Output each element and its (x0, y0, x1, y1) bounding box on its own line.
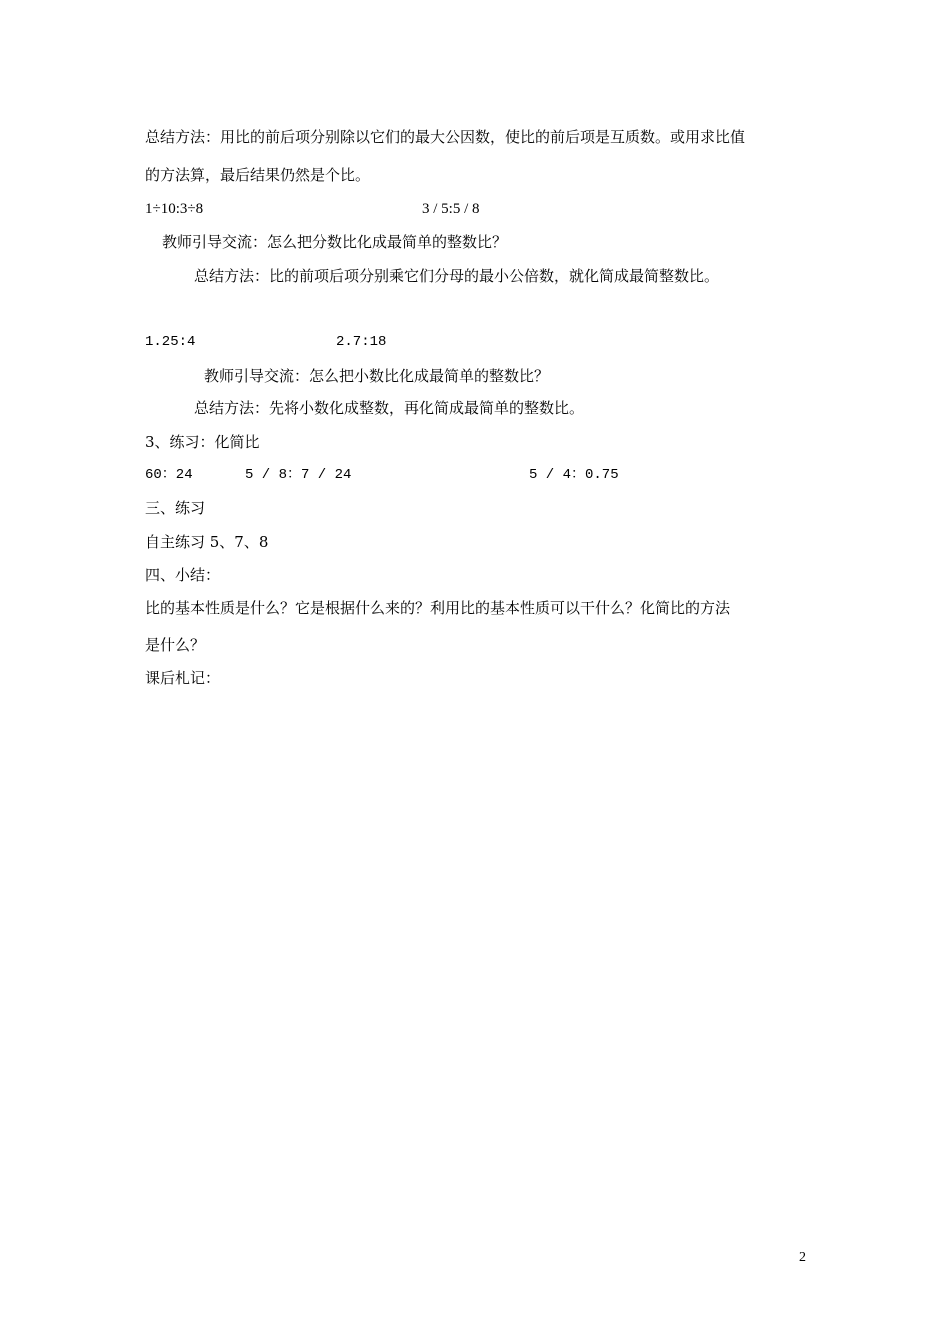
practice-items-row (145, 465, 845, 485)
practice-item-3: 5 / 4：0.75 (529, 467, 619, 483)
summary-method-decimal: 总结方法：先将小数化成整数，再化简成最简单的整数比。 (194, 399, 585, 417)
page-number: 2 (799, 1250, 806, 1265)
expression-division-ratio: 1÷10:3÷8 (145, 201, 204, 217)
expression-decimal-ratio-1: 1.25:4 (145, 334, 196, 350)
expression-decimal-ratio-2: 2.7:18 (336, 334, 387, 350)
expression-fraction-ratio: 3 / 5:5 / 8 (422, 201, 480, 217)
practice-heading: 3、练习：化简比 (145, 433, 260, 451)
self-practice-line: 自主练习 5、7、8 (145, 533, 269, 551)
decimal-expression-row (145, 332, 845, 352)
summary-method-division-line1: 总结方法：用比的前后项分别除以它们的最大公因数，使比的前后项是互质数。或用求比值 (145, 128, 746, 146)
practice-item-2: 5 / 8：7 / 24 (245, 467, 352, 483)
recap-questions-line2: 是什么？ (145, 636, 206, 654)
teacher-guide-fraction: 教师引导交流：怎么把分数比化成最简单的整数比？ (162, 233, 508, 251)
summary-method-division-line2: 的方法算，最后结果仍然是个比。 (145, 166, 371, 184)
fraction-expression-row (145, 199, 845, 219)
practice-item-1: 60：24 (145, 467, 193, 483)
section-four-heading: 四、小结： (145, 566, 221, 584)
recap-questions-line1: 比的基本性质是什么？它是根据什么来的？利用比的基本性质可以干什么？化简比的方法 (145, 599, 731, 617)
teacher-guide-decimal: 教师引导交流：怎么把小数比化成最简单的整数比？ (204, 367, 550, 385)
after-class-notes-heading: 课后札记： (145, 669, 221, 687)
summary-method-fraction: 总结方法：比的前项后项分别乘它们分母的最小公倍数，就化简成最简整数比。 (194, 267, 720, 285)
section-three-heading: 三、练习 (145, 499, 206, 517)
